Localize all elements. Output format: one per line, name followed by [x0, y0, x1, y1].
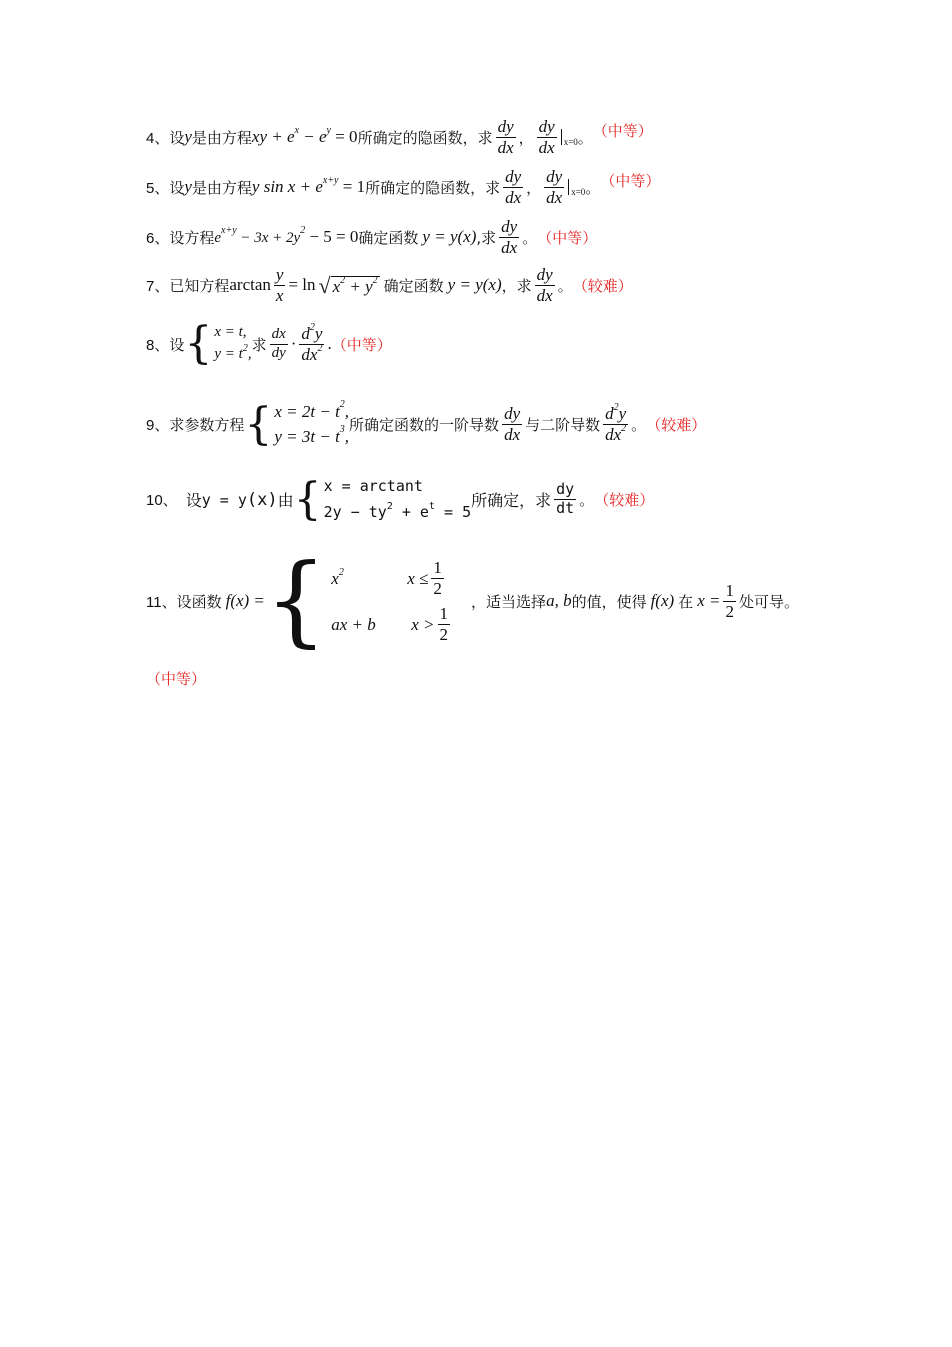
difficulty-label: （中等） [331, 335, 392, 354]
problem-11: 11、 设函数 f(x) = { $x^2$ x ≤ $\frac{1}{2}$ ax + b x > $\frac{1}{2}$ ，适当选择 a, b 的值，使得 f(x) 在 x = $\frac{1}{2}$ 处可导。 [146, 544, 799, 658]
math-var: y [184, 127, 192, 147]
equation: xy + $e^x - e^y = 0$ [251, 125, 358, 147]
problem-number: 8、 [146, 336, 170, 354]
derivative-fraction: $\frac{dy}{dx}$ [536, 265, 553, 305]
difficulty-label: （中等） [146, 670, 207, 688]
equation-system: $x = 2t - t^2$, $y = 3t - t^3$, [274, 399, 350, 446]
derivative-fraction: $\frac{dy}{dx}$ [504, 404, 521, 445]
derivative-fraction: $\frac{dy}{dx}$ [546, 167, 563, 207]
problem-text: 所确定的隐函数，求 [357, 128, 493, 147]
problem-7: 7、 已知方程 arctan $\frac{y}{x}$ = ln √ $x^2 + y^2$ 确定函数 y = y(x) ，求 $\frac{dy}{dx}$ 。 （较难） [146, 265, 633, 305]
evaluation-bar: x=0 [561, 129, 578, 145]
derivative-fraction: $\frac{dy}{dx}$ [538, 117, 555, 157]
problem-number: 9、 [146, 417, 170, 435]
equation: $e^{x+y} - 3x + 2y^2 - 5 = 0$ [214, 225, 359, 247]
problem-text: 是由方程 [191, 128, 252, 147]
evaluation-bar: x=0 [568, 179, 585, 195]
problem-number: 10、 [146, 492, 178, 509]
problem-9: 9、 求参数方程 { $x = 2t - t^2$, $y = 3t - t^3$, 所确定函数的一阶导数 $\frac{dy}{dx}$ 与二阶导数 $\frac{d^2y}{dx^2}$ 。 （较难） [146, 398, 707, 450]
piecewise-function: $x^2$ x ≤ $\frac{1}{2}$ ax + b x > $\frac{1}{2}$ [331, 557, 449, 644]
arctan-fraction: $\frac{y}{x}$ [275, 265, 284, 305]
problem-number: 5、 [146, 179, 170, 197]
problem-5: 5、 设 y 是由方程 y $\sin x + e^{x+y} = 1$ 所确定的隐函数，求 $\frac{dy}{dx}$ ， $\frac{dy}{dx}$ x=0 。 （中等） [146, 167, 661, 207]
problem-4: 4、 设 y 是由方程 xy + $e^x - e^y = 0$ 所确定的隐函数，求 $\frac{dy}{dx}$ ， $\frac{dy}{dx}$ x=0 。 （中等） [146, 117, 653, 157]
problem-number: 4、 [146, 129, 170, 147]
difficulty-label: （较难） [646, 416, 707, 435]
derivative-fraction: $\frac{dy}{dx}$ [497, 117, 514, 157]
problem-10: 10、 设 y = y (x) 由 { x = arctant $2y - ty^2 + e^t = 5$ 所确定，求 $\frac{dy}{dt}$ 。 （较难） [146, 473, 655, 525]
problem-6: 6、 设方程 $e^{x+y} - 3x + 2y^2 - 5 = 0$ 确定函数 y = y(x) ,求 $\frac{dy}{dx}$ 。 （中等） [146, 217, 598, 257]
problem-number: 11、 [146, 593, 177, 611]
problem-8: 8、 设 { x = t, $y = t^2$, 求 $\frac{dx}{dy}$ · $\frac{d^2y}{dx^2}$ . （中等） [146, 318, 392, 369]
square-root: √ $x^2 + y^2$ [318, 272, 378, 298]
problem-text: 设 [169, 128, 185, 147]
left-brace: { [184, 318, 213, 369]
difficulty-label: （中等） [592, 122, 653, 140]
derivative-fraction: $\frac{dx}{dy}$ [271, 325, 286, 361]
problem-number: 7、 [146, 277, 170, 295]
left-brace: { [244, 398, 273, 450]
difficulty-label: （较难） [594, 491, 655, 509]
left-brace: { [264, 544, 328, 658]
difficulty-label: （中等） [600, 172, 661, 190]
derivative-fraction: $\frac{dy}{dx}$ [501, 217, 518, 257]
derivative-fraction: $\frac{dy}{dx}$ [505, 167, 522, 207]
second-derivative-fraction: $\frac{d^2y}{dx^2}$ [301, 321, 323, 364]
equation-system: x = arctant $2y - ty^2 + e^t = 5$ [323, 477, 472, 521]
left-brace: { [293, 473, 322, 525]
difficulty-label: （中等） [537, 228, 598, 247]
equation: y $\sin x + e^{x+y} = 1$ [251, 175, 366, 197]
derivative-fraction: $\frac{dy}{dt}$ [556, 480, 575, 517]
difficulty-label: （较难） [572, 276, 633, 295]
problem-number: 6、 [146, 229, 170, 247]
equation-system: x = t, $y = t^2$, [214, 324, 252, 362]
second-derivative-fraction: $\frac{d^2y}{dx^2}$ [605, 402, 627, 445]
half-fraction: $\frac{1}{2}$ [725, 580, 734, 621]
